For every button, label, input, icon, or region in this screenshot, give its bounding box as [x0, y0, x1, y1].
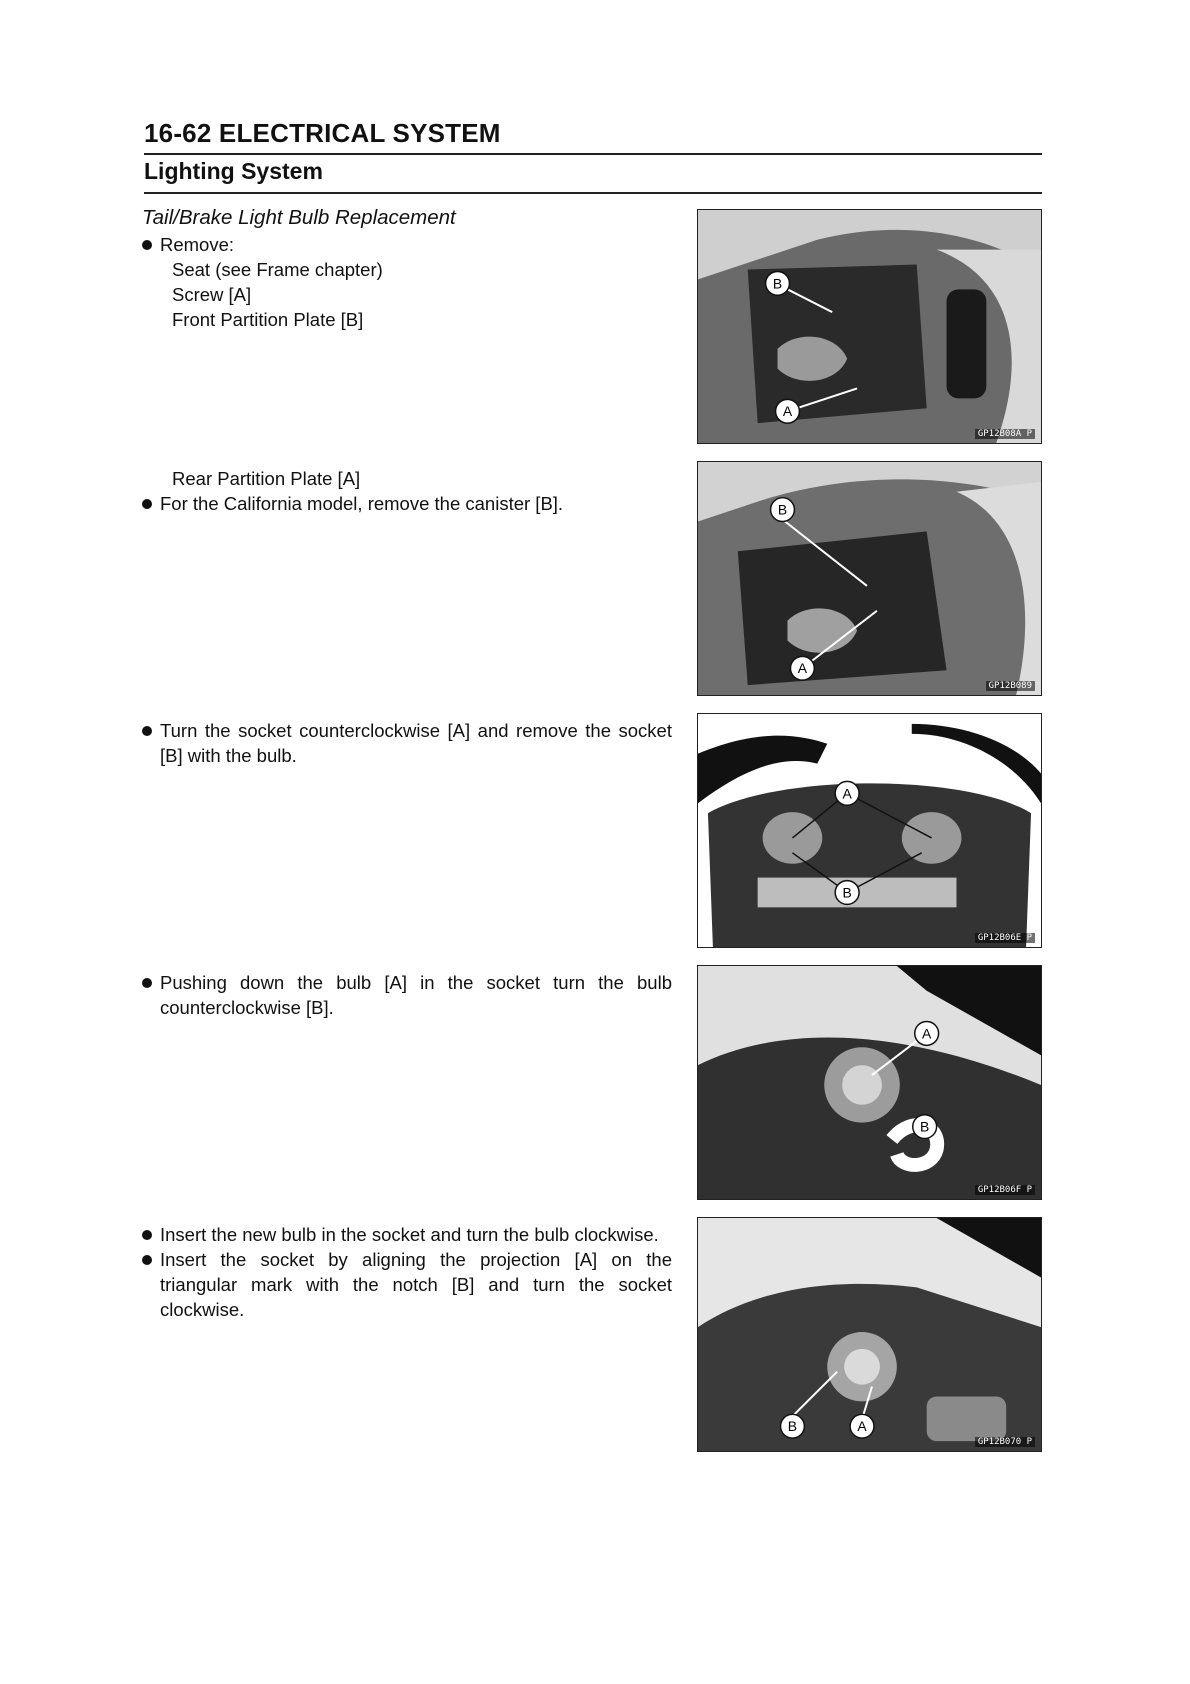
bullet-turn-socket: Turn the socket counterclockwise [A] and remove the socket [B] with the bulb.	[142, 718, 672, 768]
step-insert-block	[142, 1222, 672, 1322]
callout-a-label: A	[782, 403, 793, 420]
remove-item: Rear Partition Plate [A]	[172, 468, 361, 489]
figure-code: GP12B06F P	[975, 1185, 1035, 1195]
figure-5-photo	[697, 1217, 1042, 1452]
remove-item: Screw [A]	[172, 284, 252, 305]
bullet-remove: Remove:	[142, 232, 672, 257]
callout-b-label: B	[920, 1118, 930, 1135]
remove-item: Seat (see Frame chapter)	[172, 259, 383, 280]
figure-2-photo	[697, 461, 1042, 696]
callout-a-label: A	[797, 660, 808, 677]
remove-item: Front Partition Plate [B]	[172, 309, 364, 330]
section-rule	[144, 192, 1042, 194]
page-title: 16-62 ELECTRICAL SYSTEM	[144, 118, 501, 148]
figure-code: GP12B08A P	[975, 429, 1035, 439]
callout-a-label: A	[857, 1418, 867, 1435]
procedure-subtitle: Tail/Brake Light Bulb Replacement	[142, 206, 456, 229]
callout-b-label: B	[787, 1418, 798, 1435]
figure-4-photo	[697, 965, 1042, 1200]
figure-3-photo	[697, 713, 1042, 948]
step-turn-socket-block	[142, 718, 672, 768]
callout-b-label: B	[842, 884, 852, 901]
header-rule	[144, 153, 1042, 155]
figure-code: GP12B089	[986, 681, 1035, 691]
callout-b-label: B	[772, 275, 783, 292]
callout-a-label: A	[922, 1025, 932, 1042]
section-title: Lighting System	[144, 158, 323, 184]
bullet-canister: For the California model, remove the canister [B].	[142, 491, 672, 516]
step-push-bulb-block	[142, 970, 672, 1020]
callout-a-label: A	[842, 785, 852, 802]
figure-code: GP12B070 P	[975, 1437, 1035, 1447]
figure-1-photo	[697, 209, 1042, 444]
bullet-insert-bulb: Insert the new bulb in the socket and turn the bulb clockwise.	[142, 1222, 672, 1247]
callout-b-label: B	[777, 501, 788, 518]
step-remove-block	[142, 205, 672, 332]
bullet-push-bulb: Pushing down the bulb [A] in the socket turn the bulb counterclockwise [B].	[142, 970, 672, 1020]
step-rear-plate-block	[142, 466, 672, 516]
bullet-insert-socket: Insert the socket by aligning the projection [A] on the triangular mark with the notch [B] and turn the socket clockwise.	[142, 1247, 672, 1322]
figure-code: GP12B06E P	[975, 933, 1035, 943]
